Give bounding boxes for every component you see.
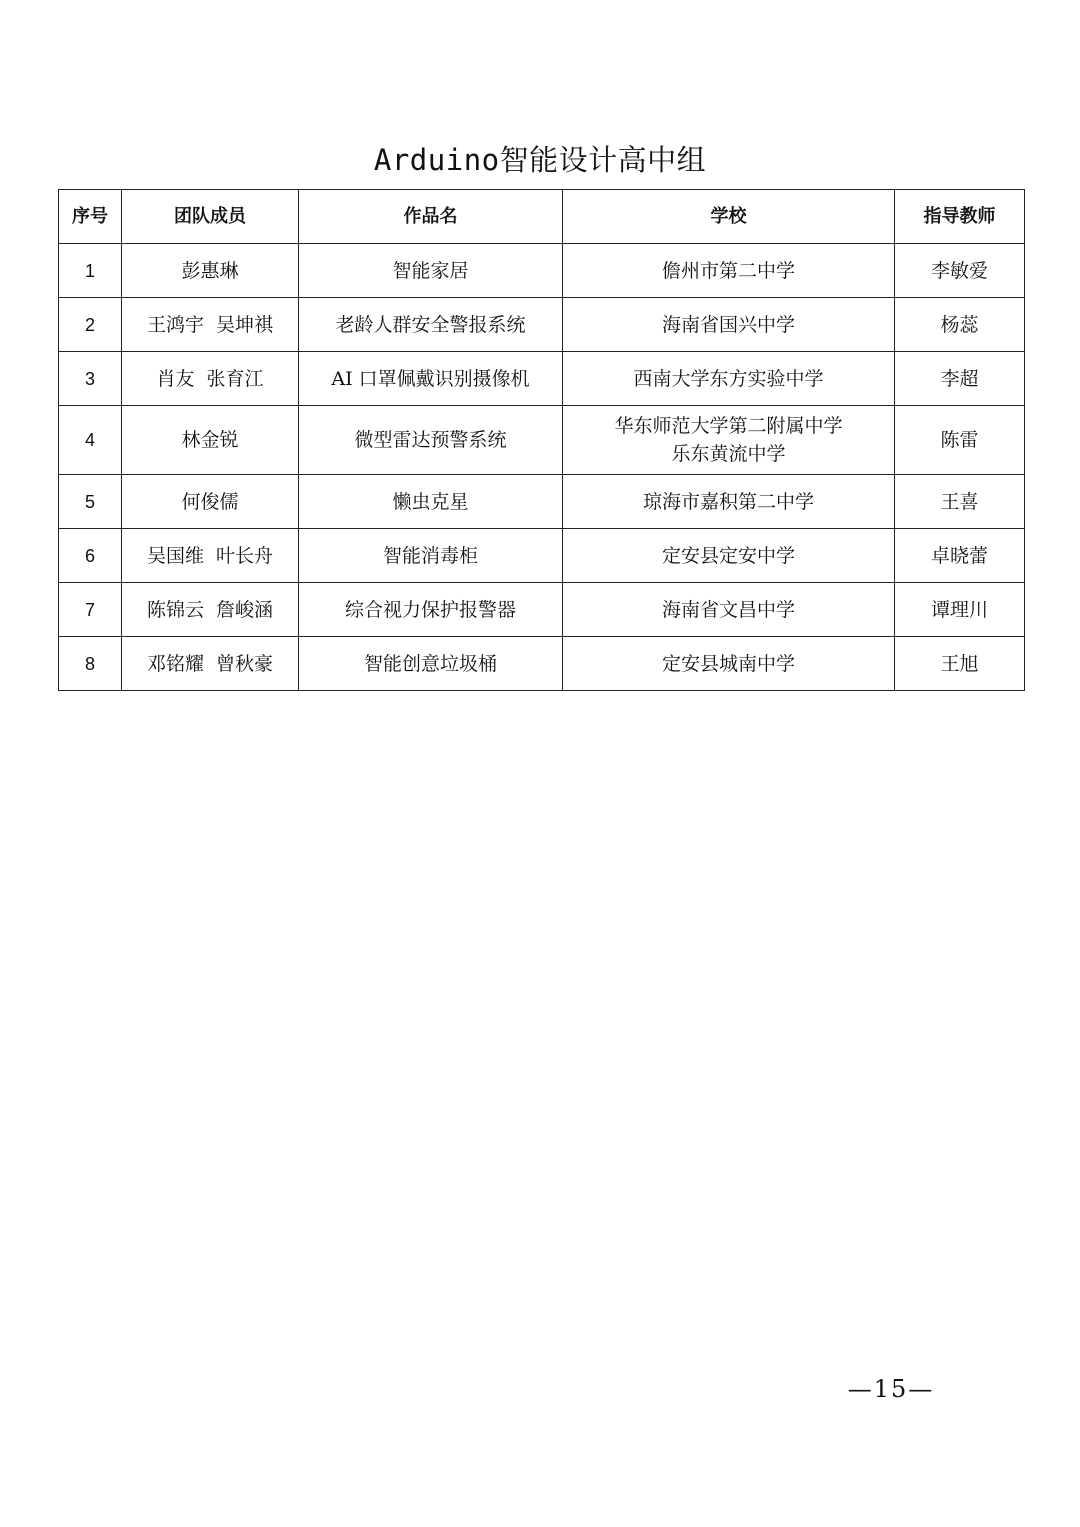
cell-members: 陈锦云 詹峻涵 [122,583,299,637]
table-header-row [59,190,1025,244]
cell-work: 综合视力保护报警器 [299,583,563,637]
cell-members: 吴国维 叶长舟 [122,529,299,583]
cell-school [563,244,895,298]
table-row [59,583,1025,637]
cell-work: 智能家居 [299,244,563,298]
cell-work: AI 口罩佩戴识别摄像机 [299,352,563,406]
cell-work: 智能消毒柜 [299,529,563,583]
header-school: 学校 [563,190,895,244]
school-line: 定安县城南中学 [661,652,795,675]
header-no: 序号 [59,190,122,244]
table-row [59,244,1025,298]
cell-no: 4 [59,406,122,475]
cell-teacher: 王旭 [895,637,1025,691]
cell-no: 7 [59,583,122,637]
cell-members: 肖友 张育江 [122,352,299,406]
cell-teacher: 卓晓蕾 [895,529,1025,583]
cell-no: 3 [59,352,122,406]
cell-teacher: 王喜 [895,475,1025,529]
table-row [59,352,1025,406]
header-work: 作品名 [299,190,563,244]
school-line: 海南省文昌中学 [661,598,795,621]
cell-teacher: 谭理川 [895,583,1025,637]
school-line: 西南大学东方实验中学 [633,367,824,390]
cell-school [563,298,895,352]
cell-school [563,406,895,475]
cell-members: 林金锐 [122,406,299,475]
cell-work: 智能创意垃圾桶 [299,637,563,691]
school-line: 琼海市嘉积第二中学 [642,490,814,513]
cell-members: 何俊儒 [122,475,299,529]
cell-school [563,352,895,406]
school-line: 海南省国兴中学 [661,313,795,336]
cell-members: 彭惠琳 [122,244,299,298]
cell-work: 微型雷达预警系统 [299,406,563,475]
cell-members: 王鸿宇 吴坤祺 [122,298,299,352]
cell-no: 8 [59,637,122,691]
cell-no: 6 [59,529,122,583]
cell-school [563,583,895,637]
page-title: Arduino智能设计高中组 [373,143,707,177]
table-row [59,298,1025,352]
cell-work: 老龄人群安全警报系统 [299,298,563,352]
cell-no: 2 [59,298,122,352]
table-row [59,637,1025,691]
page-number: —15— [847,1375,935,1403]
cell-teacher: 李敏爱 [895,244,1025,298]
header-teacher: 指导教师 [895,190,1025,244]
cell-teacher: 陈雷 [895,406,1025,475]
cell-no: 5 [59,475,122,529]
header-members: 团队成员 [122,190,299,244]
school-line: 乐东黄流中学 [671,443,786,465]
cell-work: 懒虫克星 [299,475,563,529]
cell-school [563,475,895,529]
table-row [59,529,1025,583]
cell-teacher: 李超 [895,352,1025,406]
cell-school [563,529,895,583]
cell-no: 1 [59,244,122,298]
school-line: 定安县定安中学 [661,544,795,567]
award-table [58,189,1025,691]
cell-members: 邓铭耀 曾秋豪 [122,637,299,691]
table-row [59,475,1025,529]
table-row [59,406,1025,475]
cell-teacher: 杨蕊 [895,298,1025,352]
cell-school [563,637,895,691]
school-line: 儋州市第二中学 [661,259,795,282]
school-line: 华东师范大学第二附属中学 [614,415,843,437]
